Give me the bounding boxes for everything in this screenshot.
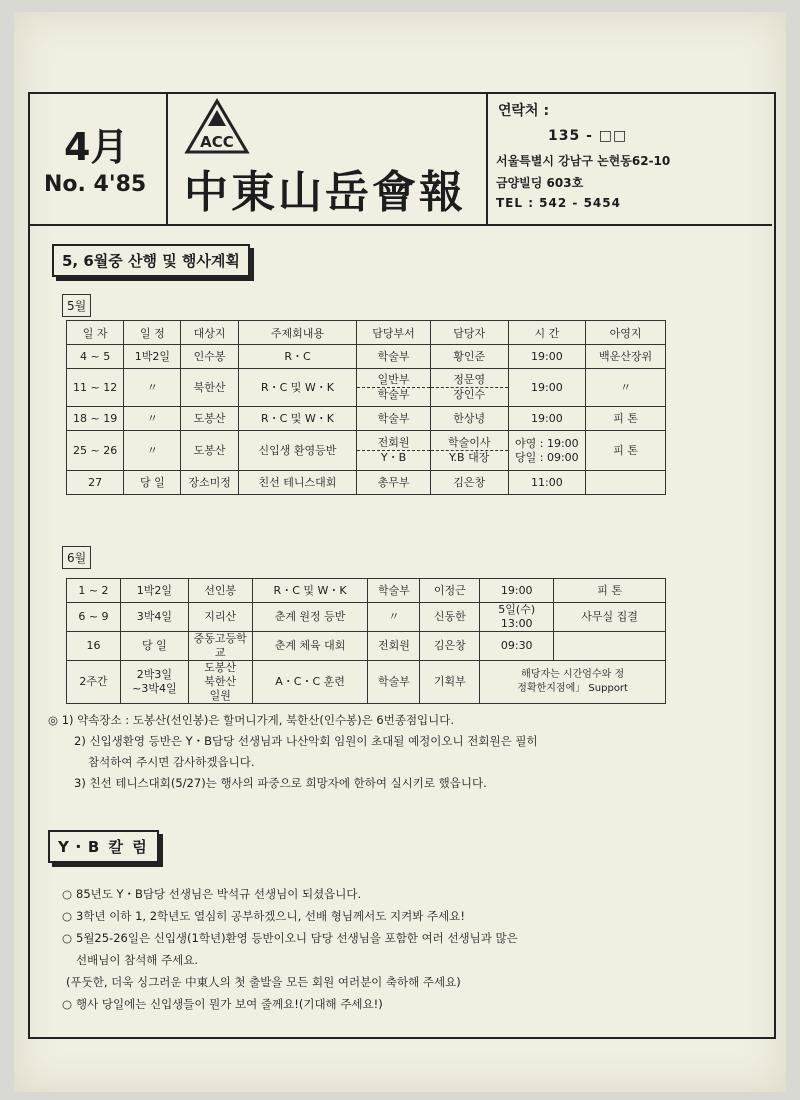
cell-dept: 학술부 <box>368 661 420 704</box>
cell-place: 도봉산 <box>181 407 238 431</box>
table-row <box>67 603 666 632</box>
section-heading-schedule: 5, 6월중 산행 및 행사계획 <box>52 244 250 277</box>
cell-person <box>430 431 508 471</box>
cell-topic: 신입생 환영등반 <box>238 431 357 471</box>
note-line: 참석하여 주시면 감사하겠읍니다. <box>88 755 255 769</box>
cell-dept: 총무부 <box>357 471 431 495</box>
cell-camp: 피 톤 <box>554 579 666 603</box>
cell-place: 지리산 <box>188 603 252 632</box>
bullet-icon: ○ <box>62 887 73 901</box>
column-header: 일 정 <box>124 321 181 345</box>
june-schedule-table <box>66 578 666 704</box>
cell-person: 기획부 <box>420 661 480 704</box>
column-line: (푸둣한, 더욱 싱그러운 中東人의 첫 출발을 모든 회원 여러분이 축하해 주세요) <box>66 975 461 989</box>
note-line: 3) 친선 테니스대회(5/27)는 행사의 파중으로 희망자에 한하여 실시키로 했읍니다. <box>74 776 487 790</box>
column-line: ○ 5월25-26일은 신입생(1학년)환영 등반이오니 담당 선생님을 포함한 여러 선생님과 많은 <box>62 927 712 949</box>
dept-line: Y・B <box>380 451 407 464</box>
schedule-line: 2박3일 <box>136 668 172 681</box>
cell-topic: 춘계 원정 등반 <box>252 603 368 632</box>
cell-date: 18 ~ 19 <box>67 407 124 431</box>
cell-topic: R・C 및 W・K <box>252 579 368 603</box>
cell-date: 6 ~ 9 <box>67 603 121 632</box>
contact-box <box>490 92 772 224</box>
time-line: 5일(수) <box>498 603 536 616</box>
phone-line: TEL : 542 - 5454 <box>496 196 621 210</box>
cell-date: 11 ~ 12 <box>67 369 124 407</box>
schedule-notes <box>48 710 688 794</box>
cell-dept <box>357 431 431 471</box>
cell-time: 09:30 <box>480 632 554 661</box>
cell-time: 19:00 <box>480 579 554 603</box>
logo-text: ACC <box>200 133 234 151</box>
cell-time: 19:00 <box>508 407 586 431</box>
cell-camp: 〃 <box>586 369 666 407</box>
time-line: 당일 : 09:00 <box>515 450 579 464</box>
cell-person: 김은창 <box>420 632 480 661</box>
schedule-line: ~3박4일 <box>132 682 177 695</box>
column-header: 담당자 <box>430 321 508 345</box>
table-header-row <box>67 321 666 345</box>
cell-camp: 사무실 집결 <box>554 603 666 632</box>
column-line: ○ 85년도 Y・B담당 선생님은 박석규 선생님이 되셨읍니다. <box>62 883 712 905</box>
dept-line: 일반부 <box>357 373 430 388</box>
dept-line: 전회원 <box>357 436 430 451</box>
person-line: Y.B 대장 <box>449 451 490 464</box>
bullet-icon: ○ <box>62 909 73 923</box>
time-line: 13:00 <box>500 617 533 630</box>
bullet-icon: ○ <box>62 997 73 1011</box>
cell-topic: A・C・C 훈련 <box>252 661 368 704</box>
column-line: ○ 3학년 이하 1, 2학년도 열심히 공부하겠으니, 선배 형님께서도 지켜봐 주세요! <box>62 905 712 927</box>
table-row <box>67 431 666 471</box>
cell-schedule: 당 일 <box>120 632 188 661</box>
cell-schedule: 〃 <box>124 407 181 431</box>
club-logo-icon <box>184 98 250 156</box>
cell-person <box>430 369 508 407</box>
cell-camp <box>554 632 666 661</box>
table-row <box>67 407 666 431</box>
cell-person: 황인준 <box>430 345 508 369</box>
cell-schedule: 1박2일 <box>124 345 181 369</box>
cell-date: 16 <box>67 632 121 661</box>
address-line: 서울특별시 강남구 논현동62-10 <box>496 154 671 168</box>
cell-person: 한상녕 <box>430 407 508 431</box>
cell-time: 19:00 <box>508 345 586 369</box>
cell-schedule: 3박4일 <box>120 603 188 632</box>
cell-place: 선인봉 <box>188 579 252 603</box>
place-line: 북한산 <box>204 675 237 688</box>
cell-time <box>480 603 554 632</box>
cell-topic: R・C 및 W・K <box>238 407 357 431</box>
table-row <box>67 579 666 603</box>
cell-dept: 학술부 <box>357 407 431 431</box>
column-header: 일 자 <box>67 321 124 345</box>
remark-line: 해당자는 시간엄수와 정 <box>521 669 625 680</box>
cell-schedule <box>120 661 188 704</box>
column-line: 선배님이 참석해 주세요. <box>76 953 199 967</box>
bullet-icon: ○ <box>62 931 73 945</box>
cell-camp: 피 톤 <box>586 407 666 431</box>
note-line: 2) 신입생환영 등반은 Y・B담당 선생님과 나산악회 임원이 초대될 예정이오니 전회원은 필히 <box>74 734 538 748</box>
cell-place: 북한산 <box>181 369 238 407</box>
cell-schedule: 〃 <box>124 431 181 471</box>
table-row <box>67 632 666 661</box>
person-line: 정문영 <box>431 373 508 388</box>
issue-box <box>28 92 168 224</box>
table-row <box>67 369 666 407</box>
title-box <box>168 92 488 224</box>
person-line: 장인수 <box>453 388 486 401</box>
cell-person: 이정근 <box>420 579 480 603</box>
cell-schedule: 당 일 <box>124 471 181 495</box>
issue-number: No. 4'85 <box>44 172 147 197</box>
cell-person: 신동한 <box>420 603 480 632</box>
cell-time: 19:00 <box>508 369 586 407</box>
cell-person: 김은창 <box>430 471 508 495</box>
column-header: 대상지 <box>181 321 238 345</box>
cell-time: 11:00 <box>508 471 586 495</box>
cell-topic: R・C 및 W・K <box>238 369 357 407</box>
column-header: 아영지 <box>586 321 666 345</box>
cell-topic: 춘계 체육 대회 <box>252 632 368 661</box>
masthead <box>28 92 772 226</box>
cell-dept: 〃 <box>368 603 420 632</box>
may-schedule-table <box>66 320 666 495</box>
address-line: 금양빌딩 603호 <box>496 176 584 190</box>
cell-date: 4 ~ 5 <box>67 345 124 369</box>
cell-place: 도봉산 <box>181 431 238 471</box>
cell-dept: 학술부 <box>368 579 420 603</box>
cell-place: 인수봉 <box>181 345 238 369</box>
yb-column-text <box>62 883 712 1015</box>
cell-remark <box>480 661 666 704</box>
time-line: 야영 : 19:00 <box>515 436 579 450</box>
cell-camp: 피 톤 <box>586 431 666 471</box>
may-label: 5월 <box>62 294 91 317</box>
cell-schedule: 〃 <box>124 369 181 407</box>
note-line: ◎ 1) 약속장소 : 도봉산(선인봉)은 할머니가게, 북한산(인수봉)은 6번종점입니다. <box>48 713 455 727</box>
postal-code: 135 - □□ <box>548 128 628 144</box>
cell-schedule: 1박2일 <box>120 579 188 603</box>
cell-topic: R・C <box>238 345 357 369</box>
cell-topic: 친선 테니스대회 <box>238 471 357 495</box>
cell-dept: 전회원 <box>368 632 420 661</box>
contact-label: 연락처 : <box>498 103 550 119</box>
column-header: 주제회내용 <box>238 321 357 345</box>
column-header: 담당부서 <box>357 321 431 345</box>
section-heading-yb-column: Y・B 칼 럼 <box>48 830 159 863</box>
cell-dept: 학술부 <box>357 345 431 369</box>
table-row <box>67 345 666 369</box>
cell-place: 중동고등학교 <box>188 632 252 661</box>
publication-title: 中東山岳會報 <box>184 167 466 218</box>
june-label: 6월 <box>62 546 91 569</box>
cell-date: 1 ~ 2 <box>67 579 121 603</box>
cell-place: 장소미정 <box>181 471 238 495</box>
cell-time <box>508 431 586 471</box>
cell-camp: 백운산장위 <box>586 345 666 369</box>
dept-line: 학술부 <box>377 388 410 401</box>
issue-month: 4月 <box>64 125 129 169</box>
cell-date: 2주간 <box>67 661 121 704</box>
cell-date: 27 <box>67 471 124 495</box>
column-line: ○ 행사 당일에는 신입생들이 뭔가 보여 줄께요!(기대해 주세요!) <box>62 993 712 1015</box>
column-header: 시 간 <box>508 321 586 345</box>
place-suffix: 일원 <box>209 689 231 702</box>
remark-line: 정확한지점에」 Support <box>517 683 628 694</box>
cell-dept <box>357 369 431 407</box>
cell-place <box>188 661 252 704</box>
table-row <box>67 471 666 495</box>
place-line: 도봉산 <box>204 661 237 674</box>
cell-camp <box>586 471 666 495</box>
table-row <box>67 661 666 704</box>
person-line: 학술이사 <box>431 436 508 451</box>
cell-date: 25 ~ 26 <box>67 431 124 471</box>
